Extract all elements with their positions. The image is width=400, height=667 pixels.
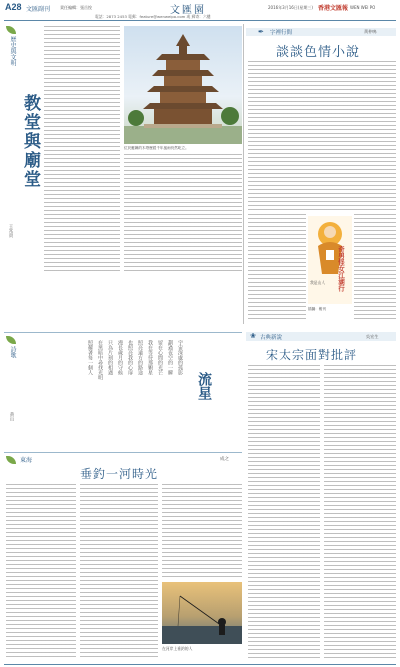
- leaf-icon: [6, 456, 16, 464]
- paper-name: 香港文匯報: [318, 5, 349, 12]
- article-body-col2: [324, 365, 396, 660]
- photo-caption: 位於應縣的木塔歷經千年風雨仍然屹立。: [124, 146, 189, 150]
- editor-line: 責任編輯：張岳悅: [60, 5, 92, 10]
- article-body-top: [248, 61, 396, 211]
- masthead-rule: [4, 20, 396, 21]
- fishing-photo: [162, 582, 242, 644]
- poem-line: 宇宙深處的孤影: [177, 340, 183, 375]
- poem-line: 劃過夜空的一瞬: [167, 340, 173, 375]
- author: 吳宏生: [366, 334, 379, 339]
- leaf-icon: [6, 336, 16, 344]
- quill-icon: ✒: [258, 28, 264, 36]
- article-body-bottom-right: [354, 214, 396, 322]
- poem-line: 也照亮我的心扉: [127, 340, 133, 375]
- author: 黃山: [9, 412, 14, 421]
- section-rule: [4, 452, 242, 453]
- article-body-col2: [80, 484, 158, 660]
- column-tag: 東海: [20, 457, 33, 464]
- author: 王兆貴: [8, 224, 13, 238]
- article-body-right: [124, 154, 242, 274]
- article-color: [246, 24, 396, 324]
- column-tag: 古典新說: [260, 335, 283, 341]
- book-author: 我是山人: [310, 280, 326, 285]
- poem-line: 照亮遠方的路途: [137, 340, 143, 375]
- article-song: [246, 332, 396, 662]
- contact-line: 電話：2873 2453 電郵：feature@wenweipo.com 或 郵寄：六樓: [95, 14, 211, 19]
- poem-line: 照耀著每一個人: [87, 340, 93, 375]
- headline: 宋太宗面對批評: [266, 348, 358, 362]
- article-teaching: [4, 24, 242, 276]
- illustration-title: 奇男怪女江湖行: [337, 246, 345, 292]
- column-tag: 詩歌: [9, 346, 16, 358]
- lotus-icon: ❀: [250, 332, 256, 340]
- masthead: [0, 0, 400, 22]
- book-illustration: [308, 216, 352, 304]
- leaf-icon: [6, 26, 16, 34]
- page-title: 文匯園: [170, 5, 206, 16]
- poem-line: 只為片刻的相遇: [107, 340, 113, 375]
- poem-line: 我在等待那顆星: [147, 340, 153, 375]
- article-body-col3: [162, 484, 242, 580]
- article-body-bottom-left: [248, 214, 306, 322]
- author: 成之: [220, 457, 229, 462]
- headline: 談談色情小說: [276, 45, 361, 60]
- footer-rule: [4, 664, 396, 665]
- page-number: A28: [5, 2, 22, 12]
- column-divider: [243, 24, 244, 324]
- pagoda-icon: [124, 26, 242, 144]
- article-fishing: [4, 452, 242, 662]
- poem-line: 留在心間的光芒: [157, 340, 163, 375]
- date-line: 2016年3月16日(星期三): [268, 5, 313, 10]
- headline: 垂釣一河時光: [80, 467, 159, 481]
- photo-caption: 在河岸上垂釣的人: [162, 646, 193, 651]
- paper-en: WEN WEI PO: [350, 5, 376, 10]
- pagoda-photo: [124, 26, 242, 144]
- author: 黃仲鳴: [364, 29, 377, 34]
- headline: 教堂與廟堂: [20, 94, 40, 189]
- column-tag: 歷史與文明: [9, 36, 16, 66]
- fisherman-icon: [162, 582, 242, 644]
- article-body-col1: [6, 484, 76, 660]
- poem-title: 流星: [196, 372, 212, 400]
- section-rule: [4, 332, 242, 333]
- poem-line: 在黑暗中尋找光明: [97, 340, 103, 380]
- article-body-col1: [248, 365, 320, 660]
- article-poem: [4, 332, 242, 450]
- column-tag: 字裡行間: [270, 30, 293, 36]
- article-body-left: [44, 26, 120, 274]
- section-name: 文匯副刊: [26, 6, 51, 13]
- poem-lines: [44, 340, 184, 444]
- illustration-caption: 插圖：報刊: [308, 307, 326, 311]
- poem-line: 漫長歲月的守候: [117, 340, 123, 375]
